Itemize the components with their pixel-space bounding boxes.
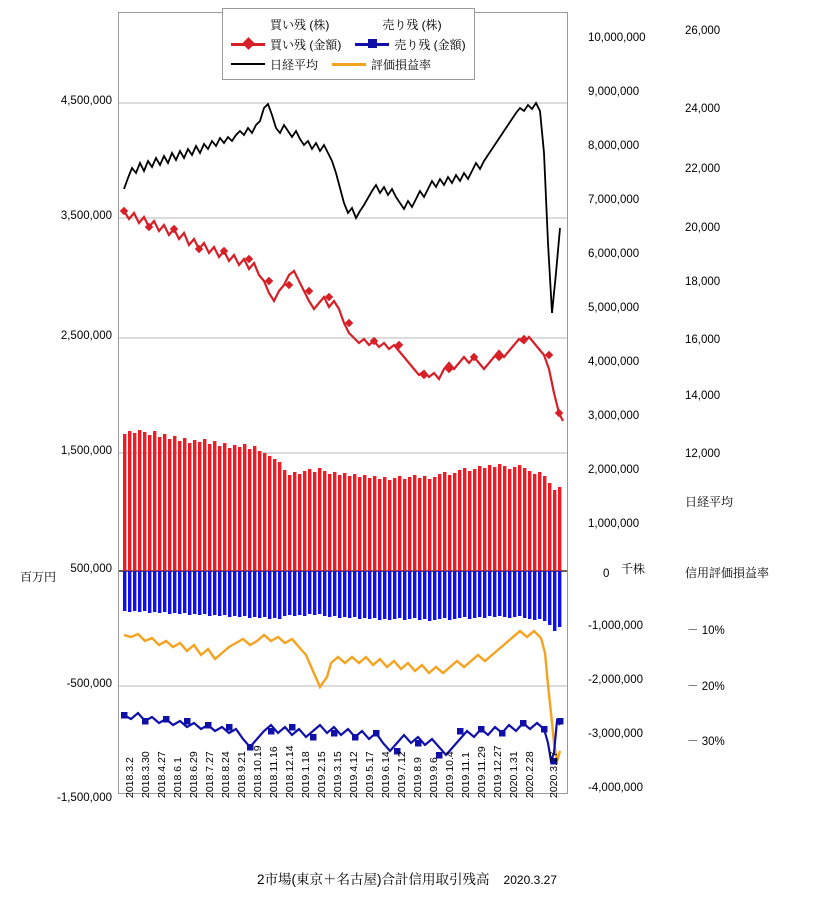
x-tick-22: 2019.11.29 [476, 746, 488, 798]
x-tick-17: 2019.7.12 [396, 751, 408, 798]
legend-item-buy-amount[interactable] [231, 36, 341, 53]
y-right2-ratio-tick-1: － 20% [687, 681, 725, 693]
x-tick-9: 2018.11.16 [268, 746, 280, 798]
y-right2-nikkei-tick-4: 18,000 [685, 276, 721, 288]
x-tick-8: 2018.10.19 [252, 745, 264, 798]
legend-label-buy-shares: 買い残 (株) [270, 17, 330, 32]
y-right1-tick-11: -1,000,000 [588, 620, 643, 632]
x-tick-25: 2020.2.28 [524, 751, 536, 798]
x-tick-4: 2018.6.29 [188, 751, 200, 798]
legend-item-sell-amount[interactable] [355, 36, 465, 53]
legend-item-valuation-ratio[interactable] [332, 56, 431, 73]
y-right2-ratio-tick-2: － 30% [687, 736, 725, 748]
y-right1-tick-13: -3,000,000 [588, 728, 643, 740]
x-tick-0: 2018.3.2 [124, 757, 136, 798]
legend-item-sell-shares[interactable] [343, 16, 441, 33]
y-right2-nikkei-tick-5: 16,000 [685, 334, 721, 346]
x-tick-3: 2018.6.1 [172, 757, 184, 798]
legend-key-line-diamond-red [231, 38, 265, 50]
y-right1-tick-5: 5,000,000 [588, 302, 640, 314]
y-right2-title-ratio: 信用評価損益率 [685, 566, 770, 580]
x-tick-7: 2018.9.21 [236, 751, 248, 798]
x-tick-19: 2019.9.6 [428, 757, 440, 798]
x-tick-14: 2019.4.12 [348, 751, 360, 798]
y-right2-nikkei-tick-6: 14,000 [685, 390, 721, 402]
x-tick-18: 2019.8.9 [412, 757, 424, 798]
y-left-tick-2: 2,500,000 [60, 330, 112, 342]
y-right2-nikkei-tick-2: 22,000 [685, 163, 721, 175]
y-left-tick-3: 1,500,000 [60, 445, 112, 457]
chart-canvas [119, 13, 567, 793]
series-valuation-ratio [124, 631, 560, 761]
x-tick-1: 2018.3.30 [140, 751, 152, 798]
y-right1-tick-2: 8,000,000 [588, 140, 640, 152]
x-tick-10: 2018.12.14 [284, 745, 296, 798]
y-left-axis-title: 百万円 [20, 570, 57, 584]
x-tick-12: 2019.2.15 [316, 751, 328, 798]
y-left-tick-0: 4,500,000 [60, 95, 112, 107]
x-tick-24: 2020.1.31 [508, 751, 520, 798]
x-tick-11: 2019.1.18 [300, 751, 312, 798]
y-right1-tick-12: -2,000,000 [588, 674, 643, 686]
bars-sell [123, 571, 561, 631]
y-right2-title-nikkei: 日経平均 [685, 495, 734, 509]
y-left-tick-1: 3,500,000 [60, 210, 112, 222]
y-right2-nikkei-tick-3: 20,000 [685, 222, 721, 234]
y-right1-tick-4: 6,000,000 [588, 248, 640, 260]
y-left-tick-4: 500,000 [70, 563, 112, 575]
legend-key-bar-red [231, 18, 265, 30]
y-right1-tick-8: 2,000,000 [588, 464, 640, 476]
y-right1-tick-14: -4,000,000 [588, 782, 643, 794]
legend-label-valuation-ratio: 評価損益率 [371, 57, 432, 72]
chart-plot-area [118, 12, 568, 794]
y-right1-tick-9: 1,000,000 [588, 518, 640, 530]
legend-key-line-orange [332, 58, 366, 70]
caption-title: 2市場(東京＋名古屋)合計信用取引残高 [257, 872, 490, 887]
y-left-tick-5: -500,000 [66, 678, 112, 690]
y-left-tick-6: -1,500,000 [57, 792, 112, 804]
y-right2-nikkei-tick-7: 12,000 [685, 448, 721, 460]
x-tick-20: 2019.10.4 [444, 751, 456, 798]
y-right1-tick-1: 9,000,000 [588, 86, 640, 98]
x-tick-21: 2019.11.1 [460, 752, 472, 798]
chart-caption [0, 868, 814, 888]
x-tick-6: 2018.8.24 [220, 751, 232, 798]
legend-row-1 [231, 14, 466, 34]
series-nikkei [124, 103, 560, 313]
legend-row-3 [231, 54, 466, 74]
x-tick-16: 2019.6.14 [380, 751, 392, 798]
y-right1-tick-7: 3,000,000 [588, 410, 640, 422]
chart-legend [222, 8, 475, 80]
x-tick-13: 2019.3.15 [332, 751, 344, 798]
x-tick-2: 2018.4.27 [156, 751, 168, 798]
y-right1-tick-10: 0 [603, 568, 610, 580]
y-right1-tick-3: 7,000,000 [588, 194, 640, 206]
legend-item-buy-shares[interactable] [231, 16, 329, 33]
legend-label-sell-amount: 売り残 (金額) [394, 37, 466, 52]
caption-date: 2020.3.27 [503, 873, 557, 887]
legend-key-line-square-blue [355, 38, 389, 50]
y-right2-nikkei-tick-1: 24,000 [685, 103, 721, 115]
legend-row-2 [231, 34, 466, 54]
x-tick-15: 2019.5.17 [364, 751, 376, 798]
legend-label-sell-shares: 売り残 (株) [382, 17, 442, 32]
y-right1-tick-0: 10,000,000 [588, 32, 646, 44]
x-tick-26: 2020.3.27 [548, 751, 560, 798]
legend-key-line-black [231, 58, 265, 70]
y-right2-nikkei-tick-0: 26,000 [685, 25, 721, 37]
y-right1-axis-title: 千株 [621, 562, 646, 576]
y-right2-ratio-tick-0: － 10% [687, 625, 725, 637]
bars-buy [123, 430, 561, 571]
legend-item-nikkei[interactable] [231, 56, 318, 73]
legend-key-bar-blue [343, 18, 377, 30]
y-right1-tick-6: 4,000,000 [588, 356, 640, 368]
legend-label-nikkei: 日経平均 [270, 57, 319, 72]
legend-label-buy-amount: 買い残 (金額) [270, 37, 342, 52]
x-tick-23: 2019.12.27 [492, 745, 504, 798]
x-tick-5: 2018.7.27 [204, 751, 216, 798]
series-buy-amount [124, 211, 563, 421]
